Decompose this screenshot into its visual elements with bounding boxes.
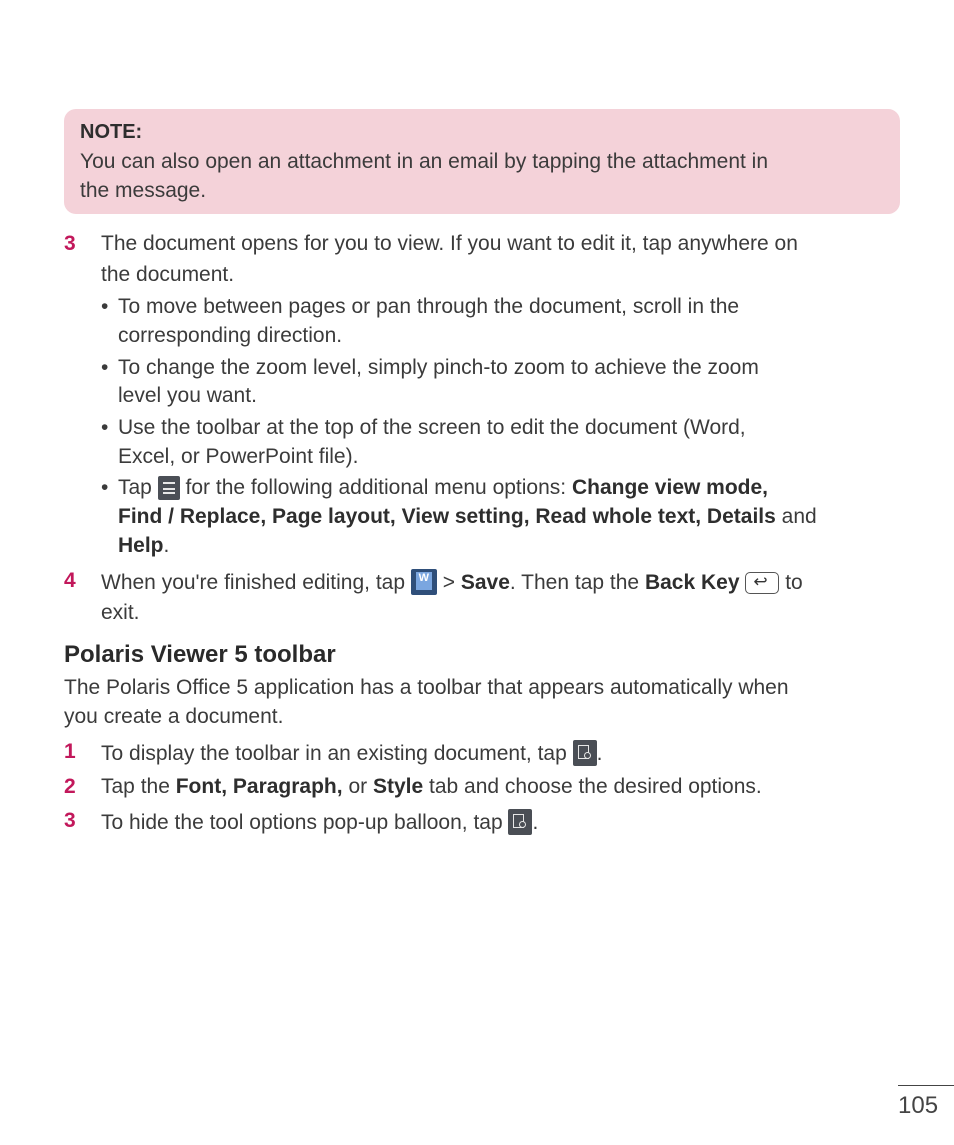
step-text-part: To hide the tool options pop-up balloon, tap: [101, 811, 503, 834]
step-text-part: .: [596, 742, 603, 765]
bullet-text-part: for the following additional menu options:: [185, 476, 567, 499]
menu-icon: [158, 476, 180, 500]
step-text-part: To display the toolbar in an existing document, tap: [101, 742, 567, 765]
section-intro: The Polaris Office 5 application has a toolbar that appears automatically when: [64, 676, 789, 699]
back-key-label: Back Key: [644, 571, 740, 594]
step-text-part: Tap the: [101, 775, 170, 798]
step-number: 1: [64, 740, 76, 763]
page-number: 105: [898, 1092, 939, 1119]
section-heading: Polaris Viewer 5 toolbar: [64, 641, 336, 668]
bullet-text-part: .: [163, 534, 170, 557]
menu-option-label: Help: [118, 534, 164, 557]
note-line: the message.: [80, 179, 207, 202]
edit-tool-icon: [573, 740, 597, 766]
step-number: 2: [64, 775, 76, 798]
step-text: [101, 775, 762, 799]
bullet-text: corresponding direction.: [118, 324, 343, 347]
bullet-text-part: Tap: [118, 476, 152, 499]
step-text-part: . Then tap the: [509, 571, 640, 594]
tab-name-label: Font, Paragraph,: [175, 775, 343, 798]
bullet-text: To change the zoom level, simply pinch-to zoom to achieve the zoom: [118, 356, 759, 379]
step-number: 3: [64, 232, 76, 255]
back-key-icon: [745, 572, 779, 594]
bullet-text: To move between pages or pan through the document, scroll in the: [118, 295, 740, 318]
tab-name-label: Style: [372, 775, 424, 798]
word-document-icon: [411, 569, 437, 595]
bullet-text: [118, 505, 817, 529]
step-number: 4: [64, 569, 76, 592]
step-text-part: When you're finished editing, tap: [101, 571, 406, 594]
step-number: 3: [64, 809, 76, 832]
bullet-dot: •: [101, 356, 109, 379]
step-text-part: .: [532, 811, 539, 834]
bullet-text: Use the toolbar at the top of the screen to edit the document (Word,: [118, 416, 746, 439]
bullet-dot: •: [101, 416, 109, 439]
step-text-part: to: [785, 571, 803, 594]
menu-option-label: Find / Replace, Page layout, View setting, Read whole text, Details: [118, 505, 776, 528]
bullet-text: [118, 534, 169, 558]
menu-option-label: Change view mode,: [571, 476, 769, 499]
step-text-part: tab and choose the desired options.: [429, 775, 762, 798]
note-title: NOTE:: [80, 121, 143, 143]
page-number-rule: [898, 1085, 954, 1086]
step-text: [101, 569, 803, 595]
bullet-text: [118, 476, 768, 500]
bullet-text: level you want.: [118, 384, 257, 407]
step-text-part: >: [442, 571, 455, 594]
step-text: The document opens for you to view. If you want to edit it, tap anywhere on: [101, 232, 798, 255]
save-label: Save: [460, 571, 510, 594]
step-text: [101, 740, 602, 766]
step-text: exit.: [101, 601, 140, 624]
note-box: [64, 109, 900, 214]
step-text: [101, 809, 538, 835]
bullet-text-part: and: [781, 505, 817, 528]
edit-tool-icon: [508, 809, 532, 835]
step-text-part: or: [348, 775, 368, 798]
note-text: [80, 147, 884, 205]
note-line: You can also open an attachment in an email by tapping the attachment in: [80, 150, 769, 173]
bullet-text: Excel, or PowerPoint file).: [118, 445, 359, 468]
bullet-dot: •: [101, 295, 109, 318]
bullet-dot: •: [101, 476, 109, 499]
step-text: the document.: [101, 263, 235, 286]
section-intro: you create a document.: [64, 705, 284, 728]
